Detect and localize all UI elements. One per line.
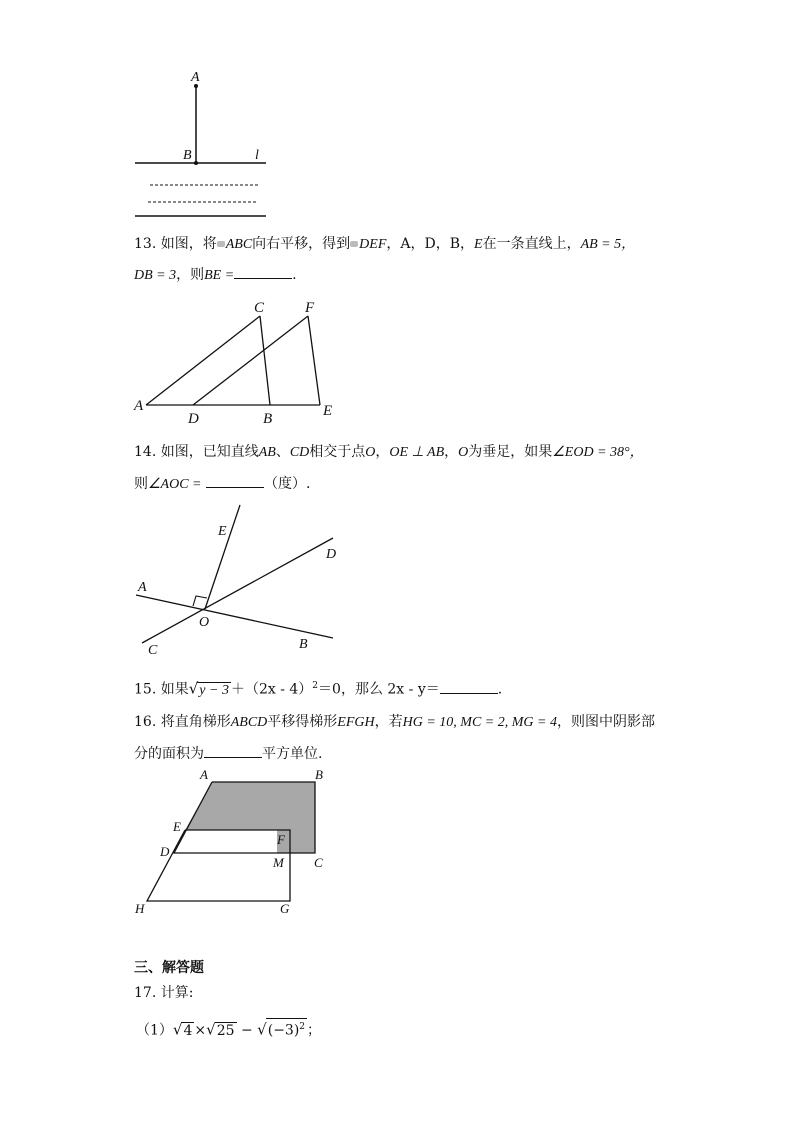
label-e: E xyxy=(323,403,333,419)
label-b: B xyxy=(183,148,192,163)
q17-title: 17. 计算: xyxy=(134,985,194,1001)
triangle-icon xyxy=(217,241,225,247)
section-title: 三、解答题 xyxy=(134,960,204,976)
label-a: A xyxy=(191,70,200,85)
triangle-icon xyxy=(350,241,358,247)
label-f: F xyxy=(305,300,315,316)
q17-part1: $(1)√4 \times√25 - √(-3)^2$ ； xyxy=(136,1018,321,1041)
figure-q14 xyxy=(130,500,360,665)
q14-line1: 14. 如图，已知直线AB、CD相交于点O，OE ⊥ AB，O为垂足，如果∠EOD = 38°， xyxy=(134,444,644,460)
label-b: B xyxy=(263,411,273,427)
label-c: C xyxy=(254,300,265,316)
q14-line2: 则∠AOC = （度）. xyxy=(134,473,310,495)
label-o: O xyxy=(199,615,210,630)
q13-line2: DB = 3，则BE = . xyxy=(134,264,297,286)
label-e: E xyxy=(218,524,227,539)
label-d: D xyxy=(326,547,337,562)
answer-blank[interactable] xyxy=(206,473,264,488)
answer-blank[interactable] xyxy=(204,743,262,758)
label-c: C xyxy=(148,643,158,658)
q15-line: 15. 如果√y − 3 ＋（2x - 4）$^2$＝0，那么 2x - y＝ . xyxy=(134,679,503,698)
label-b: B xyxy=(315,767,323,782)
label-a: A xyxy=(200,767,208,782)
answer-blank[interactable] xyxy=(440,679,498,694)
figure-q12 xyxy=(130,68,275,220)
label-h: H xyxy=(135,901,145,916)
label-g: G xyxy=(280,901,290,916)
label-f: F xyxy=(277,832,285,847)
label-d: D xyxy=(160,844,170,859)
label-a: A xyxy=(138,580,147,595)
label-d: D xyxy=(188,411,199,427)
answer-blank[interactable] xyxy=(234,264,292,279)
label-l: l xyxy=(255,148,259,163)
figure-q16 xyxy=(130,765,330,917)
q16-line2: 分的面积为 平方单位. xyxy=(134,743,322,764)
question-number: 13. xyxy=(134,236,157,252)
label-e: E xyxy=(173,819,181,834)
label-c: C xyxy=(314,855,323,870)
label-a: A xyxy=(134,398,144,414)
label-b: B xyxy=(299,637,308,652)
q13-line1: 13. 如图，将 ABC向右平移，得到 DEF，A，D，B，E在一条直线上，AB = 5， xyxy=(134,236,636,252)
label-m: M xyxy=(273,855,284,870)
q16-line1: 16. 将直角梯形ABCD平移得梯形EFGH，若HG = 10, MC = 2, MG = 4，则图中阴影部 xyxy=(134,714,655,730)
figure-q13 xyxy=(130,295,350,427)
